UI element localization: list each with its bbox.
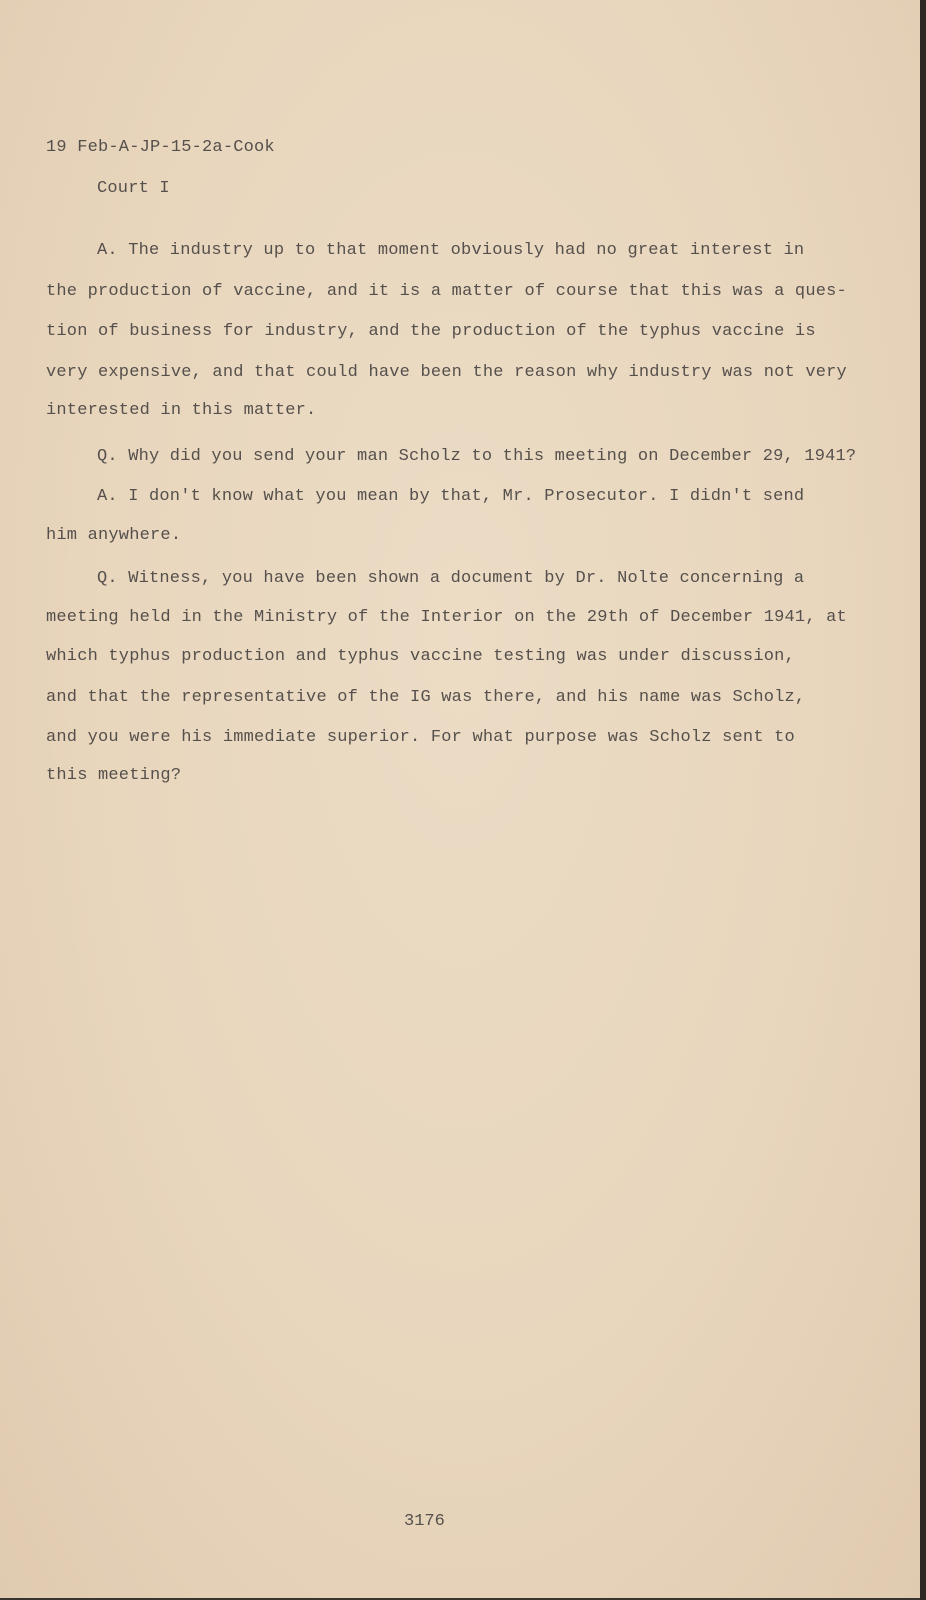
text-line: him anywhere. xyxy=(46,526,182,545)
text-line: A. The industry up to that moment obviously had no great interest in xyxy=(97,241,805,260)
text-line: interested in this matter. xyxy=(46,401,317,420)
text-line: very expensive, and that could have been the reason why industry was not very xyxy=(46,363,847,382)
page-edge xyxy=(920,0,926,1600)
text-line: and you were his immediate superior. For what purpose was Scholz sent to xyxy=(46,728,795,747)
document-reference: 19 Feb-A-JP-15-2a-Cook xyxy=(46,138,275,157)
text-line: and that the representative of the IG was there, and his name was Scholz, xyxy=(46,688,806,707)
court-label: Court I xyxy=(97,179,170,198)
answer-line: A. I don't know what you mean by that, Mr. Prosecutor. I didn't send xyxy=(97,487,805,506)
text-line: meeting held in the Ministry of the Interior on the 29th of December 1941, at xyxy=(46,608,847,627)
question-line: Q. Why did you send your man Scholz to this meeting on December 29, 1941? xyxy=(97,447,857,466)
page-number: 3176 xyxy=(404,1512,445,1531)
question-line: Q. Witness, you have been shown a document by Dr. Nolte concerning a xyxy=(97,569,805,588)
text-line: the production of vaccine, and it is a matter of course that this was a ques- xyxy=(46,282,847,301)
text-line: this meeting? xyxy=(46,766,182,785)
text-line: tion of business for industry, and the production of the typhus vaccine is xyxy=(46,322,816,341)
text-line: which typhus production and typhus vaccine testing was under discussion, xyxy=(46,647,795,666)
